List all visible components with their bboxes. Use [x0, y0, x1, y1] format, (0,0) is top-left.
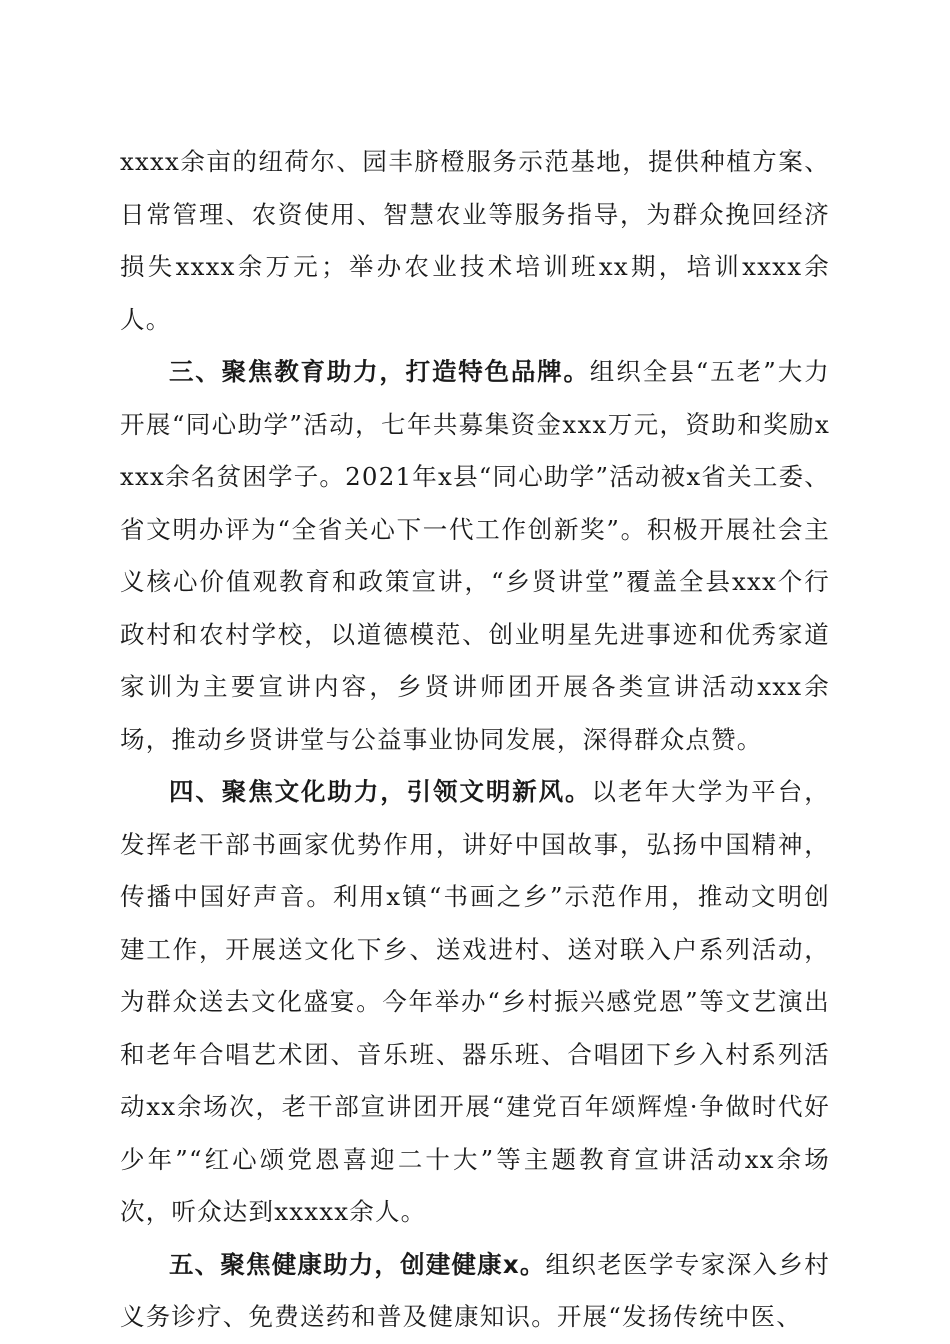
document-body [120, 136, 830, 1344]
paragraph-text: 组织全县“五老”大力开展“同心助学”活动，七年共募集资金xxx万元，资助和奖励xxxx余名贫困学子。2021年x县“同心助学”活动被x省关工委、省文明办评为“全省关心下一代工作创新奖”。积极开展社会主义核心价值观教育和政策宣讲，“乡贤讲堂”覆盖全县xxx个行政村和农村学校，以道德模范、创业明星先进事迹和优秀家道家训为主要宣讲内容，乡贤讲师团开展各类宣讲活动xxx余场，推动乡贤讲堂与公益事业协同发展，深得群众点赞。 [120, 357, 830, 754]
paragraph-culture [120, 766, 830, 1239]
section-heading: 三、聚焦教育助力，打造特色品牌。 [169, 357, 590, 386]
paragraph-text: 组织老医学专家深入乡村义务诊疗、免费送药和普及健康知识。开展“发扬传统中医、 [120, 1249, 830, 1331]
paragraph-text: xxxx余亩的纽荷尔、园丰脐橙服务示范基地，提供种植方案、日常管理、农资使用、智慧农业等服务指导，为群众挽回经济损失xxxx余万元；举办农业技术培训班xx期，培训xxxx余人。 [120, 147, 830, 334]
paragraph-health [120, 1239, 830, 1344]
paragraph-text: 以老年大学为平台，发挥老干部书画家优势作用，讲好中国故事，弘扬中国精神，传播中国好声音。利用x镇“书画之乡”示范作用，推动文明创建工作，开展送文化下乡、送戏进村、送对联入户系列活动，为群众送去文化盛宴。今年举办“乡村振兴感党恩”等文艺演出和老年合唱艺术团、音乐班、器乐班、合唱团下乡入村系列活动xx余场次，老干部宣讲团开展“建党百年颂辉煌·争做时代好少年”“红心颂党恩喜迎二十大”等主题教育宣讲活动xx余场次，听众达到xxxxx余人。 [120, 777, 830, 1226]
section-heading: 五、聚焦健康助力，创建健康x。 [169, 1249, 546, 1279]
paragraph-education [120, 346, 830, 766]
paragraph-continued [120, 136, 830, 346]
section-heading: 四、聚焦文化助力，引领文明新风。 [169, 777, 592, 806]
